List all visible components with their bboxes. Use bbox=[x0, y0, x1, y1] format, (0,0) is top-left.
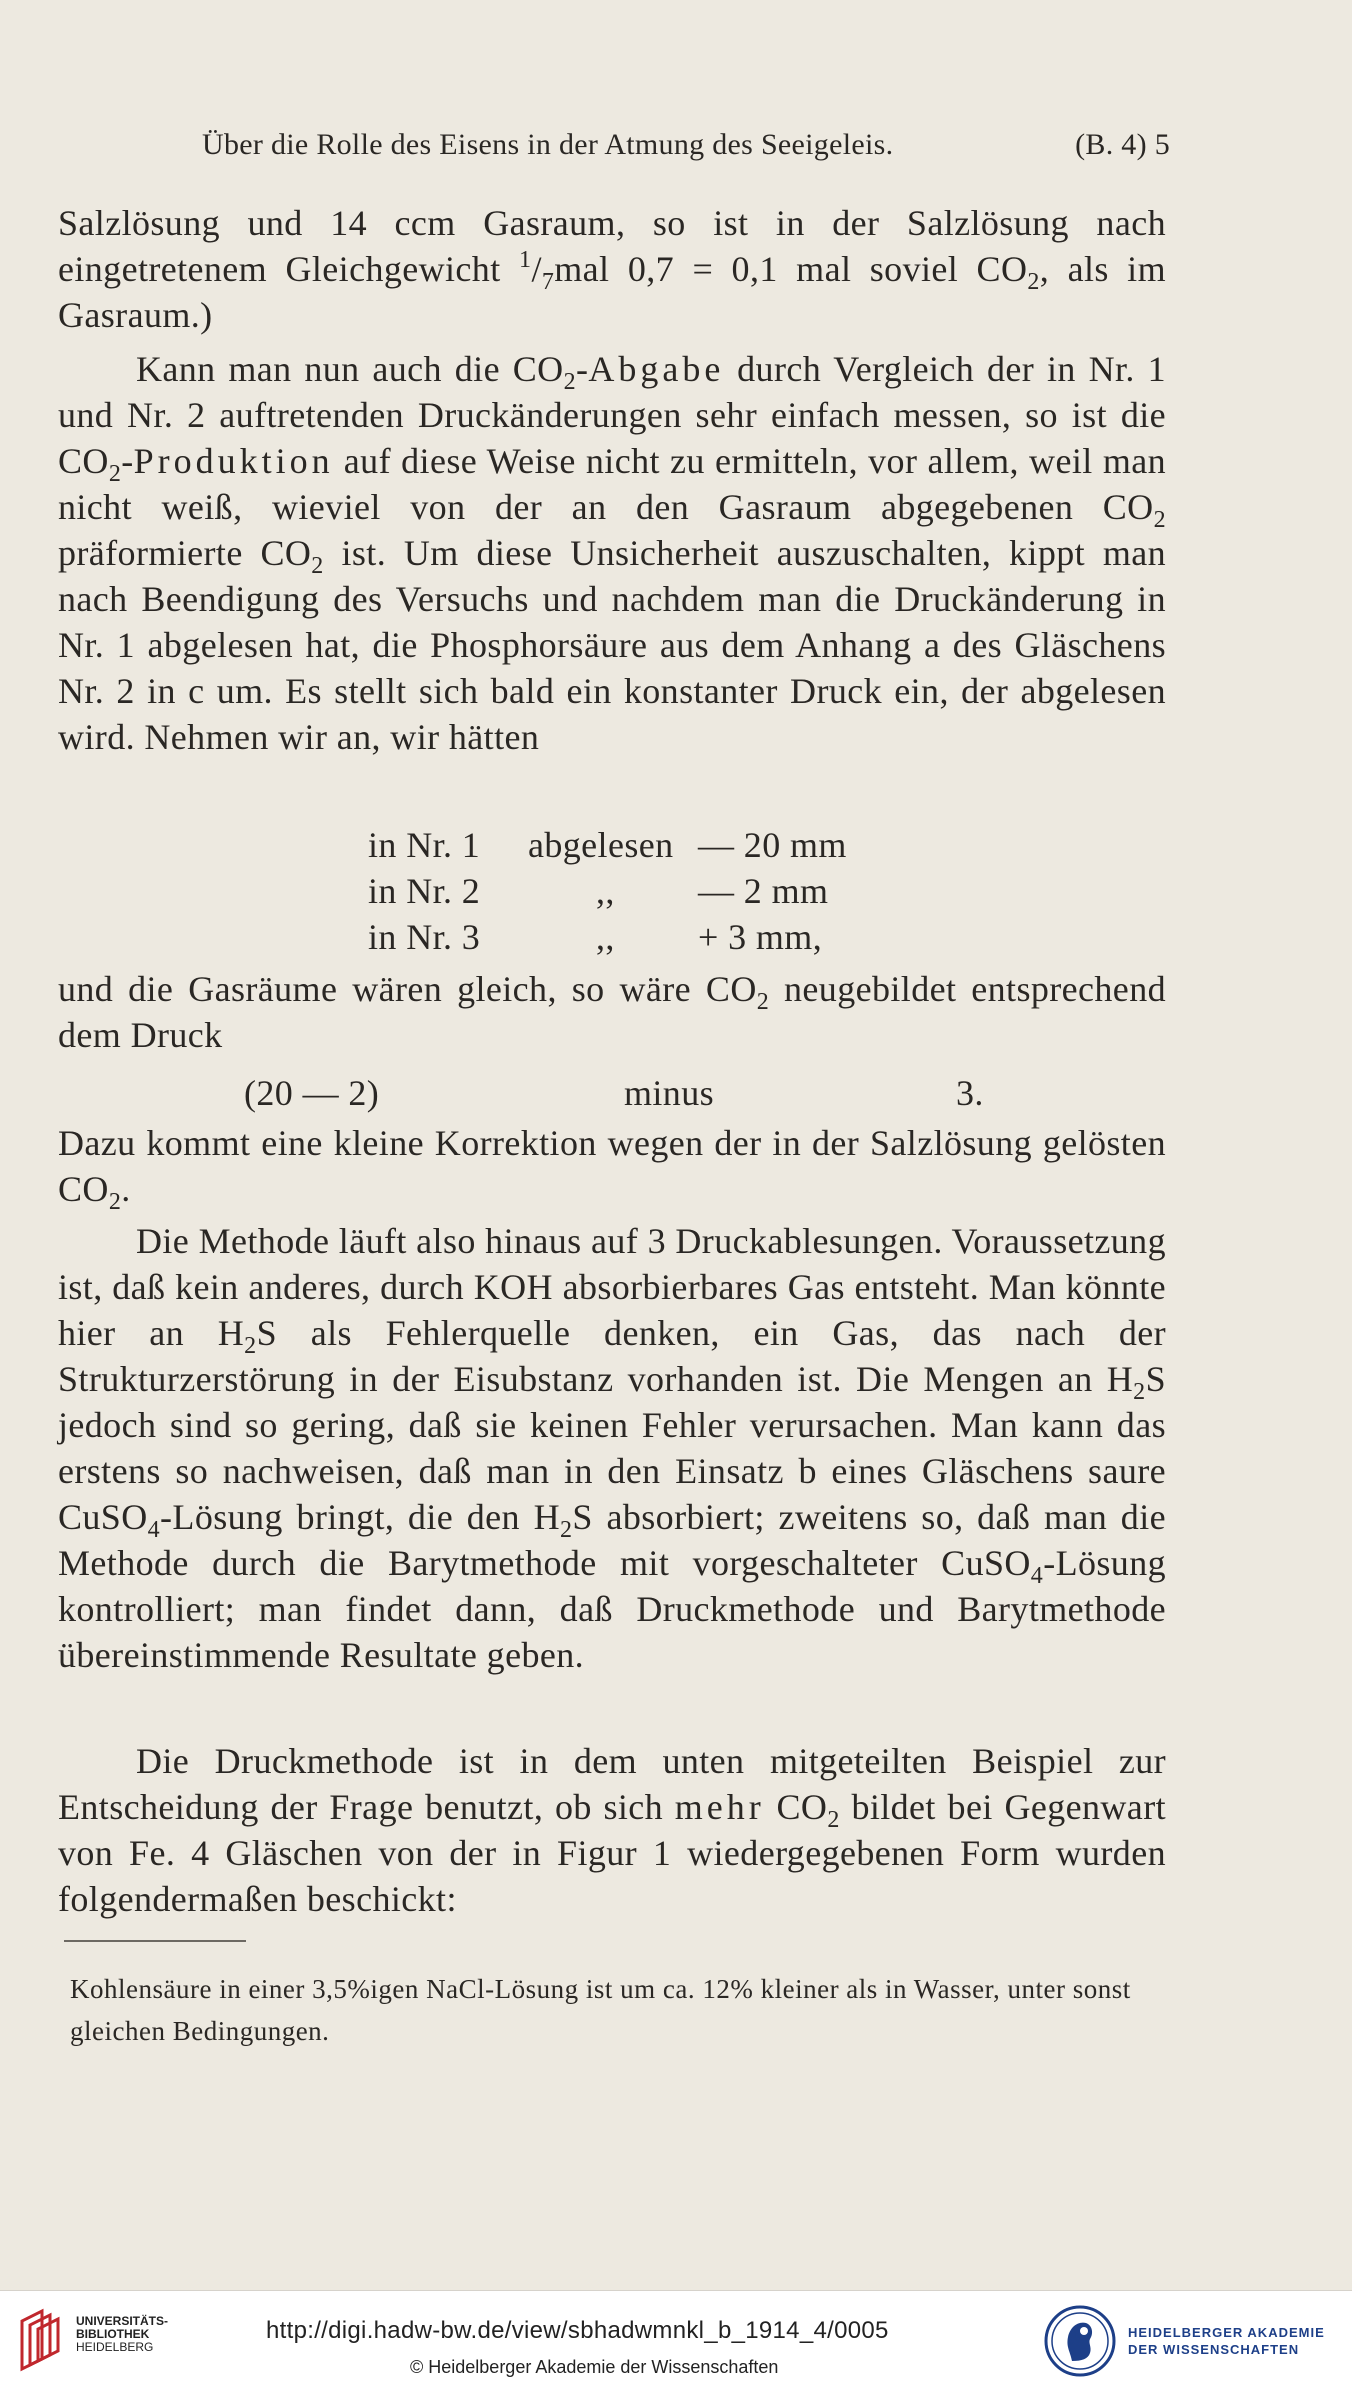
para4-sub: 2 bbox=[108, 1189, 122, 1215]
university-library-logo-icon[interactable] bbox=[16, 2305, 64, 2375]
para2-text-d: - bbox=[121, 441, 134, 481]
reading-value: + 3 mm, bbox=[698, 917, 823, 957]
para5-sub2: 2 bbox=[1133, 1379, 1146, 1405]
para4-text-b: . bbox=[121, 1169, 131, 1209]
university-library-name bbox=[76, 2315, 168, 2354]
reading-mid: ,, bbox=[596, 917, 615, 957]
para5-text-f: -Lösung kontrolliert; man findet dann, daß Druckmethode und Barytmethode übereinstimmende Resultate geben. bbox=[58, 1543, 1166, 1675]
ha-line-1: HEIDELBERGER AKADEMIE bbox=[1128, 2325, 1325, 2340]
para2-text-g: ist. Um diese Unsicherheit auszuschalten, kippt man nach Beendigung des Versuchs und nachdem man die Druckänderung in Nr. 1 abgelesen hat, die Phosphorsäure aus dem Anhang a des Gläschens Nr. 2 in c um. Es stellt sich bald ein konstanter Druck ein, der abgelesen wird. Nehmen wir an, wir hätten bbox=[58, 533, 1167, 757]
ub-line-1: UNIVERSITÄTS- bbox=[76, 2314, 169, 2328]
running-header bbox=[180, 128, 1170, 176]
para2-text-e: auf diese Weise nicht zu ermitteln, vor allem, weil man nicht weiß, wieviel von der an den Gasraum abgegebenen CO bbox=[58, 441, 1166, 527]
para6-sub: 2 bbox=[827, 1807, 840, 1833]
para5-text-d: -Lösung bringt, die den H bbox=[160, 1497, 560, 1537]
para6-text-a: Die Druckmethode ist in dem unten mitgeteilten Beispiel zur Entscheidung der Frage benutzt, ob sich bbox=[58, 1741, 1166, 1827]
para1-frac-den: 7 bbox=[541, 269, 555, 295]
formula-mid: minus bbox=[624, 1073, 715, 1113]
para6-text-b: CO bbox=[764, 1787, 828, 1827]
reading-value: — 20 mm bbox=[698, 825, 847, 865]
permalink-url[interactable]: http://digi.hadw-bw.de/view/sbhadwmnkl_b_1914_4/0005 bbox=[266, 2317, 889, 2344]
para3-text-a: und die Gasräume wären gleich, so wäre CO bbox=[58, 969, 757, 1009]
para4-text-a: Dazu kommt eine kleine Korrektion wegen der in der Salzlösung gelösten CO bbox=[58, 1123, 1166, 1209]
para2-text-c: durch Vergleich der in Nr. 1 und Nr. 2 auftretenden Druckänderungen sehr einfach messen, so ist die CO bbox=[58, 349, 1166, 481]
para2-sub1: 2 bbox=[563, 369, 576, 395]
para2-sub3: 2 bbox=[1153, 507, 1166, 533]
para2-text-b: - bbox=[575, 349, 589, 389]
para3-text-b: neugebildet entsprechend dem Druck bbox=[58, 969, 1166, 1055]
academy-seal-icon[interactable] bbox=[1044, 2303, 1116, 2379]
footnote-rule bbox=[64, 1940, 246, 1942]
ha-line-2: DER WISSENSCHAFTEN bbox=[1128, 2342, 1300, 2357]
copyright-notice: © Heidelberger Akademie der Wissenschaften bbox=[410, 2357, 779, 2377]
reading-value: — 2 mm bbox=[698, 871, 829, 911]
paragraph-5 bbox=[58, 1218, 1166, 1678]
para1-text-c: , als im Gasraum.) bbox=[58, 249, 1166, 335]
reading-label: in Nr. 3 bbox=[368, 917, 481, 957]
para5-sub4: 2 bbox=[560, 1517, 573, 1543]
academy-name bbox=[1128, 2324, 1325, 2358]
para1-frac-num: 1 bbox=[519, 247, 532, 273]
ub-line-2: BIBLIOTHEK bbox=[76, 2327, 150, 2341]
para2-text-f: präformierte CO bbox=[58, 533, 312, 573]
para5-text-e: S absorbiert; zweitens so, daß man die Methode durch die Barytmethode mit vorgeschalteter CuSO bbox=[58, 1497, 1166, 1583]
header-title: Über die Rolle des Eisens in der Atmung des Seeigeleis. bbox=[202, 128, 894, 161]
para6-text-c: bildet bei Gegenwart von Fe. 4 Gläschen von der in Figur 1 wiedergegebenen Form wurden folgendermaßen beschickt: bbox=[58, 1787, 1166, 1919]
para5-sub3: 4 bbox=[147, 1517, 161, 1543]
para6-spaced-mehr: mehr bbox=[674, 1787, 765, 1827]
para5-text-a: Die Methode läuft also hinaus auf 3 Druckablesungen. Voraussetzung ist, daß kein anderes, durch KOH absorbierbares Gas entsteht. Man könnte hier an H bbox=[58, 1221, 1166, 1353]
paragraph-2 bbox=[58, 346, 1166, 760]
para1-sub: 2 bbox=[1027, 269, 1040, 295]
para2-sub4: 2 bbox=[311, 553, 324, 579]
formula-right: 3. bbox=[956, 1073, 984, 1113]
paragraph-3 bbox=[58, 966, 1166, 1058]
para1-text-b: mal 0,7 = 0,1 mal soviel CO bbox=[554, 249, 1028, 289]
footnote: Kohlensäure in einer 3,5%igen NaCl-Lösung ist um ca. 12% kleiner als in Wasser, unter sonst gleichen Bedingungen. bbox=[70, 1974, 1131, 2046]
reading-label: in Nr. 1 bbox=[368, 825, 481, 865]
para2-text-a: Kann man nun auch die CO bbox=[136, 349, 564, 389]
paragraph-6 bbox=[58, 1738, 1166, 1922]
para5-text-b: S als Fehlerquelle denken, ein Gas, das nach der Strukturzerstörung in der Eisubstanz vorhanden ist. Die Mengen an H bbox=[58, 1313, 1167, 1399]
paragraph-1 bbox=[58, 200, 1166, 338]
ub-line-3: HEIDELBERG bbox=[76, 2340, 154, 2354]
para5-sub1: 2 bbox=[244, 1333, 257, 1359]
formula-left: (20 — 2) bbox=[244, 1073, 380, 1113]
reading-label: in Nr. 2 bbox=[368, 871, 481, 911]
para2-sub2: 2 bbox=[108, 461, 122, 487]
para2-spaced-produktion: Produktion bbox=[133, 441, 334, 481]
reading-mid: abgelesen bbox=[528, 825, 674, 865]
reading-mid: ,, bbox=[596, 871, 615, 911]
para1-text-a: Salzlösung und 14 ccm Gasraum, so ist in der Salzlösung nach eingetretenem Gleichgewicht bbox=[58, 203, 1166, 289]
para1-frac-slash: / bbox=[531, 249, 542, 289]
para2-spaced-abgabe: Abgabe bbox=[588, 349, 725, 389]
viewer-footer bbox=[0, 2290, 1352, 2392]
page-reference: (B. 4) 5 bbox=[1075, 128, 1170, 161]
para5-sub5: 4 bbox=[1030, 1563, 1044, 1589]
paragraph-4 bbox=[58, 1120, 1166, 1215]
para3-sub: 2 bbox=[756, 989, 770, 1015]
para5-text-c: S jedoch sind so gering, daß sie keinen Fehler verursachen. Man kann das erstens so nachweisen, daß man in den Einsatz b eines Gläschens saure CuSO bbox=[58, 1359, 1166, 1537]
